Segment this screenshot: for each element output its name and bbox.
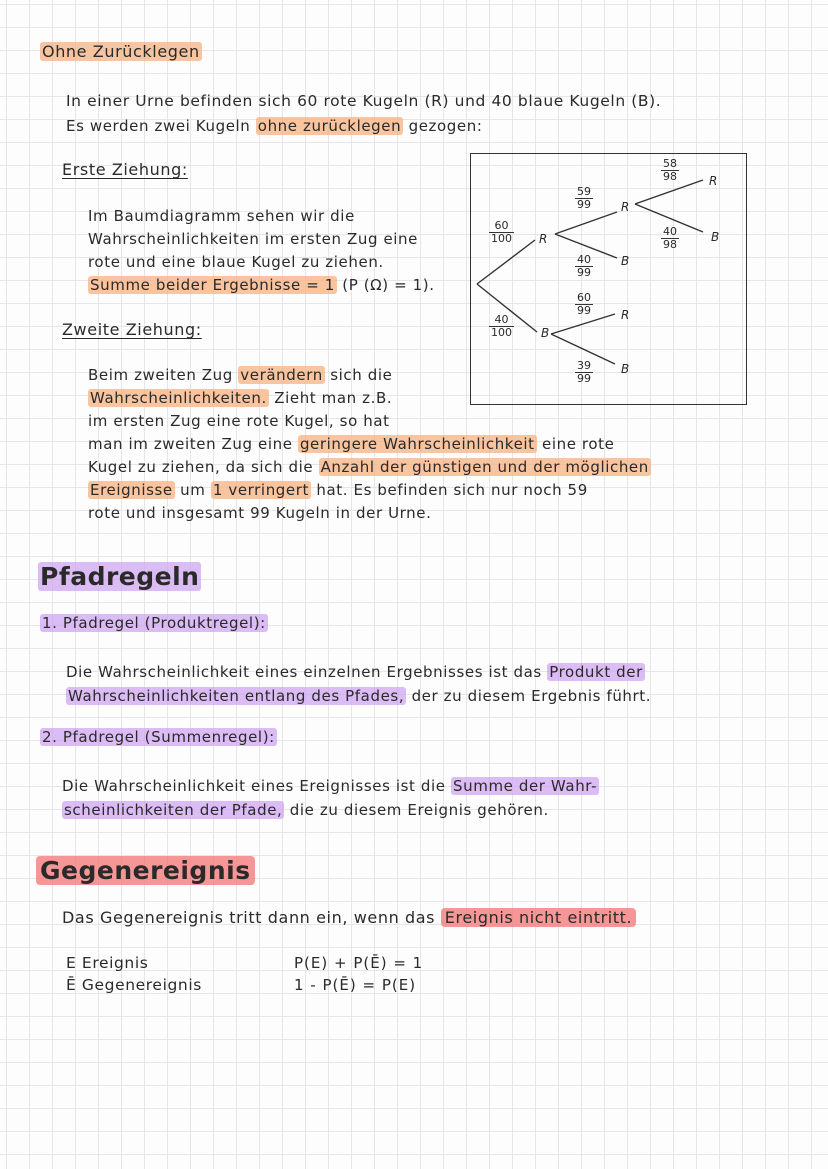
zweite-ziehung-text: Beim zweiten Zug verändern sich die Wahrscheinlichkeiten. Zieht man z.B. im ersten Zug eine rote Kugel, so hat man im zweiten Zug eine geringere Wahrscheinlichkeit eine rote Kugel zu ziehen, da sich die Anzahl der günstigen und der möglichen Ereignisse um 1 verringert hat. Es befinden sich nur noch 59 rote und insgesamt 99 Kugeln in der Urne. [88, 366, 649, 522]
frac-first-r: $\frac{60}{100}$ [491, 219, 512, 245]
frac-r-b: $\frac{40}{99}$ [577, 253, 591, 279]
label-b-r: R [621, 308, 630, 322]
heading-erste-ziehung: Erste Ziehung: [62, 160, 188, 179]
rule2-heading: 2. Pfadregel (Summenregel): [42, 728, 275, 746]
frac-r-r: $\frac{59}{99}$ [577, 185, 591, 211]
label-b-first: B [541, 326, 550, 340]
rule2-text: Die Wahrscheinlichkeit eines Ereignisses ist die Summe der Wahr- scheinlichkeiten der Pfade, die zu diesem Ereignis gehören. [62, 777, 598, 819]
label-r-b: B [621, 254, 630, 268]
frac-b-r: $\frac{60}{99}$ [577, 291, 591, 317]
rule1-text: Die Wahrscheinlichkeit eines einzelnen Ergebnisses ist das Produkt der Wahrscheinlichkeiten entlang des Pfades, der zu diesem Ergebnis führt. [66, 663, 652, 705]
label-b-b: B [621, 362, 630, 376]
gegenereignis-symbols: E Ereignis Ē Gegenereignis [66, 954, 202, 994]
gegenereignis-definition: Das Gegenereignis tritt dann ein, wenn das Ereignis nicht eintritt. [62, 908, 636, 927]
branch-first-r [477, 240, 535, 284]
rule1-heading: 1. Pfadregel (Produktregel): [42, 614, 266, 632]
section-title-gegenereignis: Gegenereignis [36, 856, 255, 885]
label-rr-b: B [711, 230, 720, 244]
frac-b-b: $\frac{39}{99}$ [577, 359, 591, 385]
tree-diagram [470, 153, 747, 405]
gegenereignis-formulas: P(E) + P(Ē) = 1 1 - P(Ē) = P(E) [294, 954, 424, 994]
branch-rr-r [635, 180, 703, 204]
intro-line-2: Es werden zwei Kugeln ohne zurücklegen gezogen: [66, 117, 483, 135]
branch-b-r [551, 314, 615, 334]
branch-r-r [555, 212, 617, 234]
section-title-ohne-zuruecklegen: Ohne Zurücklegen [42, 42, 200, 61]
label-r-first: R [539, 232, 548, 246]
label-rr-r: R [709, 174, 718, 188]
intro-line-1: In einer Urne befinden sich 60 rote Kugeln (R) und 40 blaue Kugeln (B). [66, 92, 662, 110]
frac-rr-r: $\frac{58}{98}$ [663, 157, 677, 183]
frac-rr-b: $\frac{40}{98}$ [663, 225, 677, 251]
erste-ziehung-text: Im Baumdiagramm sehen wir die Wahrscheinlichkeiten im ersten Zug eine rote und eine blaue Kugel zu ziehen. Summe beider Ergebnisse = 1 (P (Ω) = 1). [88, 207, 435, 294]
frac-first-b: $\frac{40}{100}$ [491, 313, 512, 339]
label-r-r: R [621, 200, 630, 214]
tree-branches [471, 154, 746, 404]
section-title-pfadregeln: Pfadregeln [40, 562, 200, 591]
heading-zweite-ziehung: Zweite Ziehung: [62, 320, 202, 339]
